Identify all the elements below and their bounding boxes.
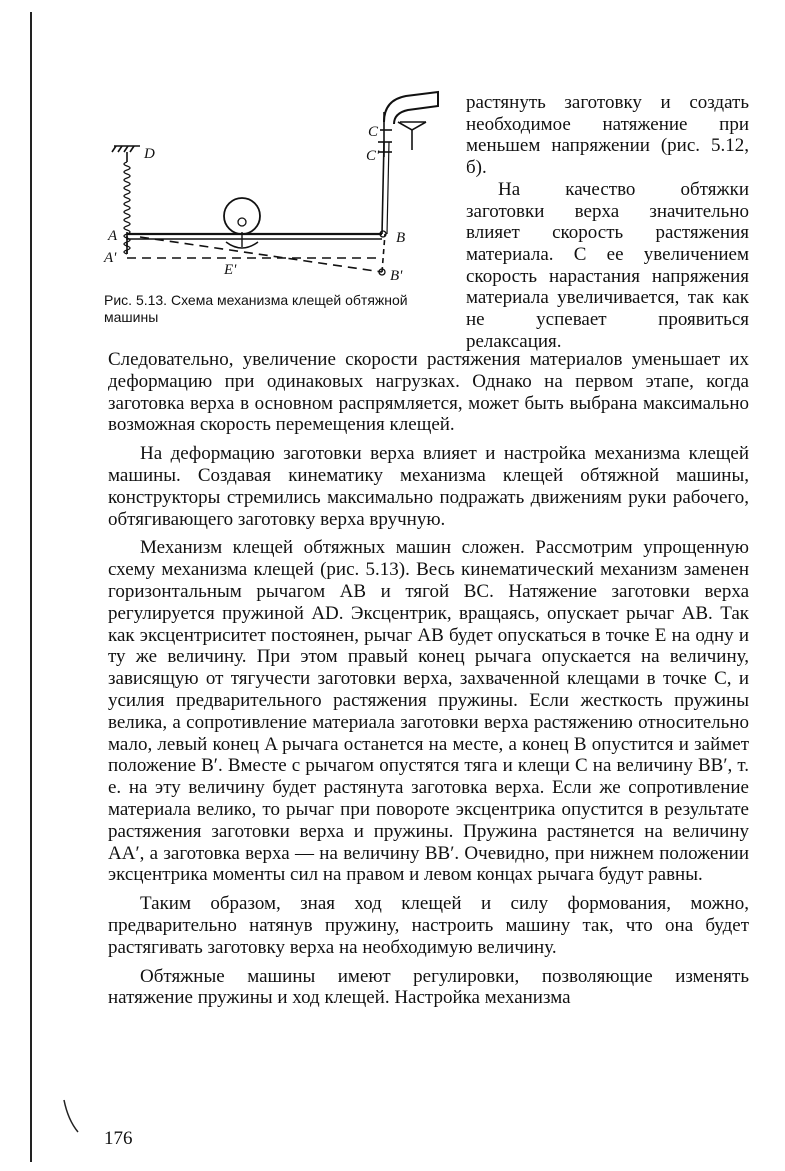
label-d: D	[144, 146, 155, 162]
label-a: A	[108, 228, 118, 244]
label-e-prime: E'	[224, 262, 237, 278]
paragraph: Механизм клещей обтяжных машин сложен. Рассмотрим упрощенную схему механизма клещей (рис. 5.13). Весь кинематический механизм заменен горизонтальным рычагом AB и тягой BC. Натяжение заготовки верха регулируется пружиной AD. Эксцентрик, вращаясь, опускает рычаг AB. Так как эксцентриситет постоянен, рычаг AB будет опускаться в точке E на одну и ту же величину. При этом правый конец рычага опускается на величину, зависящую от тягучести заготовки верха, захваченной клещами в точке C, и усилия предварительного растяжения пружины. Если жесткость пружины велика, а сопротивление материала заготовки верха растяжению относительно мало, левый конец A рычага останется на месте, а конец B опустится и займет положение B′. Вместе с рычагом опустятся тяга и клещи C на величину BB′, т. е. на эту величину будет растянута заготовка верха. Если же сопротивление материала велико, то рычаг при повороте эксцентрика опустится в результате растяжения заготовки верха и пружины. Пружина растянется на величину AA′, а заготовка верха — на величину BB′. Очевидно, при нижнем положении эксцентрика моменты сил на правом и левом концах рычага будут равны.	[108, 537, 749, 886]
scan-edge-line	[30, 12, 32, 1162]
side-column-text	[466, 92, 749, 352]
label-b: B	[396, 230, 406, 246]
paragraph: На деформацию заготовки верха влияет и настройка механизма клещей машины. Создавая кинематику механизма клещей обтяжной машины, конструкторы стремились максимально подражать движениям руки рабочего, обтягивающего заготовку верха вручную.	[108, 443, 749, 530]
label-a-prime: A'	[104, 250, 117, 266]
paragraph: Таким образом, зная ход клещей и силу формования, можно, предварительно натянув пружину, настроить машину так, что она будет растягивать заготовку верха на необходимую величину.	[108, 893, 749, 958]
machine-frame	[384, 92, 438, 124]
paragraph: На качество обтяжки заготовки верха значительно влияет скорость растяжения материала. С ее увеличением скорость нарастания напряжения материала увеличивается, так как не успевает проявиться релаксация.	[466, 178, 749, 352]
label-b-prime: B'	[390, 268, 403, 284]
page-number: 176	[104, 1128, 133, 1149]
paragraph: растянуть заготовку и создать необходимое натяжение при меньшем напряжении (рис. 5.12, б).	[466, 92, 749, 179]
margin-pen-mark	[62, 1098, 82, 1138]
label-c-prime: C'	[366, 148, 380, 164]
eccentric	[224, 198, 260, 234]
main-text	[108, 349, 749, 1009]
paragraph: Следовательно, увеличение скорости растяжения материалов уменьшает их деформацию при одинаковых нагрузках. Однако на первом этапе, когда заготовка верха в основном распрямляется, может быть выбрана максимально возможная скорость перемещения клещей.	[108, 349, 749, 436]
figure-5-13	[100, 82, 450, 292]
label-c: C	[368, 124, 379, 140]
figure-caption: Рис. 5.13. Схема механизма клещей обтяжной машины	[104, 292, 408, 325]
paragraph: Обтяжные машины имеют регулировки, позволяющие изменять натяжение пружины и ход клещей. Настройка механизма	[108, 965, 749, 1009]
